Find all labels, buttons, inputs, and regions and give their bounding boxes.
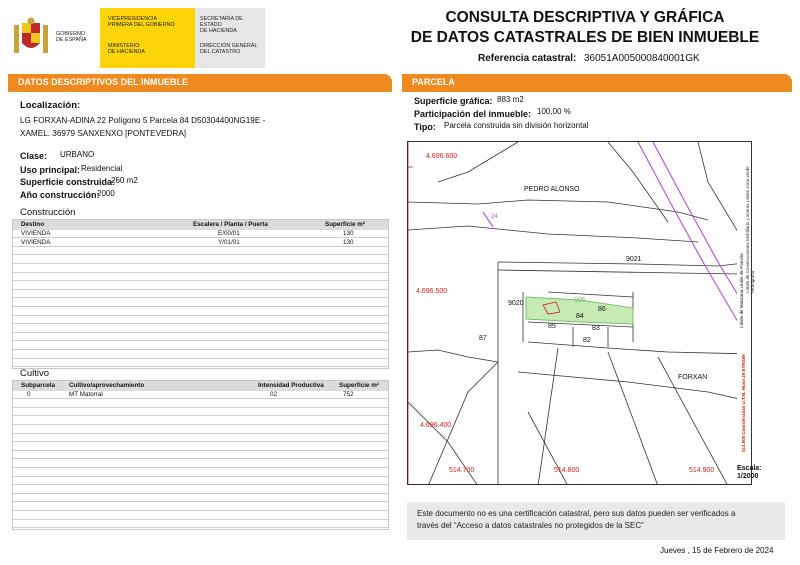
anio-construccion-value: 2000 (97, 189, 115, 198)
superficie-grafica-label: Superficie gráfica: (414, 96, 493, 106)
table-row (13, 503, 388, 511)
coord-y3: 4.696.400 (420, 422, 452, 429)
place-pedro-alonso: PEDRO ALONSO (524, 186, 580, 193)
table-row (13, 307, 388, 315)
table-row (13, 434, 388, 442)
table-row (13, 290, 388, 298)
place-forxan: FORXAN (678, 374, 708, 381)
header-superficie: Superficie m² (325, 221, 365, 228)
coord-y2: 4.696.500 (416, 288, 448, 295)
legend-2: Límite de Parcela (739, 253, 744, 289)
table-row (13, 239, 388, 247)
dir-line-2: DEL CATASTRO (200, 49, 241, 55)
table-row (13, 264, 388, 272)
table-cell: 130 (343, 238, 354, 246)
table-row (13, 230, 388, 238)
header-escalera: Escalera / Planta / Puerta (193, 221, 268, 228)
table-row (13, 256, 388, 264)
cultivo-table-header (13, 381, 388, 391)
inmueble-bar-underline (8, 91, 392, 92)
reference-row (478, 53, 700, 64)
parcela-bar-text: PARCELA (412, 77, 455, 87)
uso-value: Residencial (81, 164, 123, 173)
table-row (13, 451, 388, 459)
sec-line-2: DE HACIENDA (200, 28, 237, 34)
min-line-2: DE HACIENDA (108, 49, 145, 55)
table-row (13, 477, 388, 485)
parcela-section-bar (402, 74, 792, 91)
parcel-24: 24 (491, 214, 498, 220)
coord-x2: 514.800 (554, 467, 580, 474)
construccion-table (12, 219, 389, 369)
header-subparcela: Subparcela (21, 382, 55, 389)
legend-1: Límite de Manzana (739, 289, 744, 328)
vice-line-1: VICEPRESIDENCIA (108, 16, 158, 22)
government-logo-header (10, 8, 258, 68)
note-line-1: Este documento no es una certificación catastral, pero sus datos pueden ser verificados a (417, 509, 736, 518)
localizacion-label: Localización: (20, 100, 81, 111)
parcel-85: 85 (548, 323, 556, 330)
table-row (13, 408, 388, 416)
table-cell: E/00/01 (218, 230, 240, 237)
table-row (13, 417, 388, 425)
table-row (13, 359, 388, 367)
parcel-84: 84 (576, 313, 584, 320)
participacion-value: 100,00 % (537, 107, 571, 116)
table-row (13, 486, 388, 494)
table-row (13, 299, 388, 307)
table-row (13, 316, 388, 324)
table-cell: 0 (27, 391, 31, 398)
table-cell: MT Matorral (69, 391, 103, 398)
scale-label: Escala: (737, 465, 762, 472)
cultivo-table (12, 380, 389, 530)
min-line-1: MINISTERIO (108, 43, 140, 49)
coord-x1: 514.700 (449, 467, 475, 474)
table-row (13, 342, 388, 350)
table-row (13, 333, 388, 341)
disclaimer-note (407, 502, 785, 540)
table-row (13, 400, 388, 408)
parcel-86: 86 (598, 306, 606, 313)
table-cell: VIVIENDA (21, 230, 51, 237)
coord-x3: 514.900 (689, 467, 715, 474)
parcel-87: 87 (479, 335, 487, 342)
legend-column-2 (745, 143, 755, 293)
clase-label: Clase: (20, 151, 48, 161)
gov-line-1: GOBIERNO (56, 31, 86, 37)
header-intensidad: Intensidad Productiva (258, 382, 324, 389)
legend-6: Hidrografía (750, 270, 755, 293)
gov-line-2: DE ESPAÑA (56, 37, 87, 43)
footer-date: Jueves , 15 de Febrero de 2024 (660, 546, 774, 555)
vice-line-2: PRIMERA DEL GOBIERNO (108, 22, 175, 28)
secretaria-block (195, 8, 265, 68)
coord-y1: 4.696.600 (426, 153, 458, 160)
inmueble-bar-text-bold: INMUEBLE (141, 77, 189, 87)
parcel-82: 82 (583, 337, 591, 344)
inmueble-section-bar (8, 74, 392, 91)
table-cell: 02 (270, 391, 278, 398)
title-line-2: DE DATOS CATASTRALES DE BIEN INMUEBLE (410, 29, 760, 46)
table-row (13, 273, 388, 281)
dir-line-1: DIRECCIÓN GENERAL (200, 43, 258, 49)
anio-construccion-label: Año construcción: (20, 190, 100, 200)
table-row (13, 520, 388, 528)
table-row (13, 325, 388, 333)
table-row (13, 468, 388, 476)
reference-label: Referencia catastral: (478, 53, 577, 64)
table-row (13, 494, 388, 502)
title-line-1: CONSULTA DESCRIPTIVA Y GRÁFICA (445, 9, 725, 26)
legend-3: Límite de Construcciones (745, 242, 750, 293)
superficie-construida-label: Superficie construida: (20, 177, 116, 187)
parcela-bar-underline (402, 91, 792, 92)
table-row (13, 425, 388, 433)
inmueble-bar-text: DATOS DESCRIPTIVOS DEL (18, 77, 139, 87)
table-row (13, 350, 388, 358)
sec-line-1: SECRETARÍA DE ESTADO (200, 16, 243, 28)
gobierno-espana-block (10, 8, 100, 68)
construccion-table-header (13, 220, 388, 230)
document-title (400, 8, 770, 48)
table-row (13, 247, 388, 255)
tipo-label: Tipo: (414, 122, 436, 132)
reference-value: 36051A005000840001GK (584, 53, 700, 64)
parcel-9020: 9020 (508, 300, 524, 307)
table-row (13, 511, 388, 519)
scale-value: 1/2000 (737, 473, 759, 480)
coat-of-arms-icon (14, 17, 48, 59)
parcel-9021: 9021 (626, 256, 642, 263)
header-superficie-cultivo: Superficie m² (339, 382, 379, 389)
tipo-value: Parcela construida sin división horizontal (444, 121, 589, 130)
table-cell: 752 (343, 391, 354, 398)
table-cell: 130 (343, 230, 354, 237)
table-row (13, 460, 388, 468)
localizacion-line-2: XAMEL. 36979 SANXENXO [PONTEVEDRA] (20, 129, 187, 138)
table-row (13, 391, 388, 399)
clase-value: URBANO (60, 150, 95, 159)
superficie-grafica-value: 883 m2 (497, 95, 524, 104)
ministerio-block (100, 8, 195, 68)
parcel-005: 005 (574, 297, 586, 304)
table-cell: Y/01/01 (218, 238, 240, 246)
localizacion-line-1: LG FORXAN-ADINA 22 Polígono 5 Parcela 84 D50304400NG19E - (20, 116, 266, 125)
parcel-83: 83 (592, 325, 600, 332)
participacion-label: Participación del inmueble: (414, 109, 532, 119)
table-row (13, 282, 388, 290)
note-line-2: través del “Acceso a datos catastrales no protegidos de la SEC” (417, 521, 644, 530)
legend-5: Límite zona verde (745, 166, 750, 203)
cadastral-map[interactable] (407, 141, 752, 485)
header-cultivo: Cultivo/aprovechamiento (69, 382, 145, 389)
table-cell: VIVIENDA (21, 238, 51, 246)
uso-label: Uso principal: (20, 165, 81, 175)
superficie-construida-value: 260 m2 (111, 176, 138, 185)
legend-4: Mobiliario y aceras (745, 203, 750, 241)
header-destino: Destino (21, 221, 45, 228)
table-row (13, 443, 388, 451)
construccion-title: Construcción (20, 207, 76, 218)
cultivo-title: Cultivo (20, 368, 50, 379)
utm-note: 514.800 Coordenadas U.T.M. Huso 29 ETRS89 (741, 354, 746, 452)
scale-box (737, 465, 782, 485)
